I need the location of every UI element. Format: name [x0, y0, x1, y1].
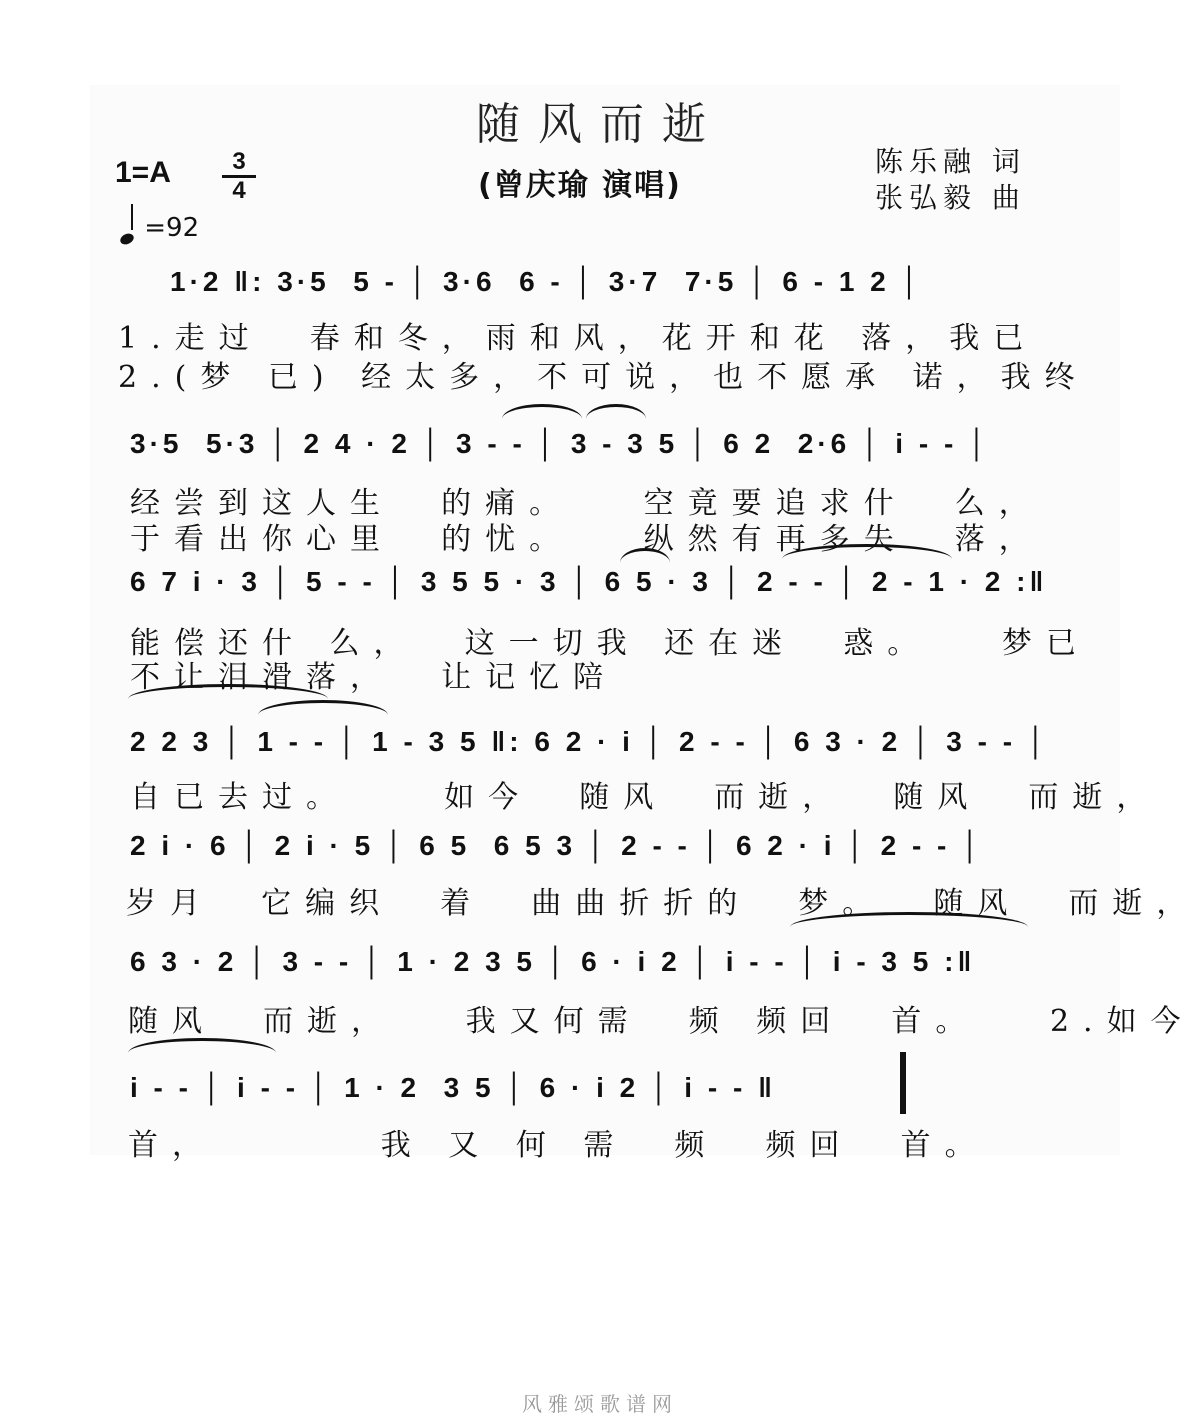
- lyric-line: 随风 而逝， 我又何需 频 频回 首。 2.如今: [128, 1004, 1195, 1039]
- time-sig-top: 3: [232, 148, 246, 175]
- lyric-line: 能偿还什 么， 这一切我 还在迷 惑。 梦已: [130, 626, 1090, 661]
- lyric-line: 经尝到这人生 的痛。 空竟要追求什 么，: [130, 486, 1043, 521]
- notation-line: 6 3 · 2 │ 3 - - │ 1 · 2 3 5 │ 6 · i 2 │ i - - │ i - 3 5 :‖: [130, 946, 976, 977]
- watermark-footer: 风雅颂歌谱网: [522, 1392, 678, 1416]
- time-signature: [222, 150, 256, 203]
- tempo-mark: [120, 210, 199, 243]
- notation-line: i - - │ i - - │ 1 · 2 3 5 │ 6 · i 2 │ i - - ‖: [130, 1072, 776, 1103]
- lyric-line: 首， 我 又 何 需 频 频回 首。: [128, 1128, 989, 1163]
- notation-line: 1·2 ‖: 3·5 5 - │ 3·6 6 - │ 3·7 7·5 │ 6 - 1 2 │: [170, 266, 924, 297]
- notation-line: 2 2 3 │ 1 - - │ 1 - 3 5 ‖: 6 2 · i │ 2 - - │ 6 3 · 2 │ 3 - - │: [130, 726, 1050, 757]
- performer: (曾庆瑜 演唱): [478, 168, 682, 203]
- time-sig-bottom: 4: [232, 177, 246, 204]
- final-barline: [900, 1052, 906, 1114]
- lyric-line: 2.(梦 已) 经太多，不可说，也不愿承 诺，我终: [118, 360, 1089, 395]
- key-signature: 1=A: [115, 156, 171, 189]
- composer: 张弘毅 曲: [875, 181, 1026, 214]
- note-stem: [131, 204, 133, 230]
- tempo-value: =92: [144, 213, 200, 243]
- lyric-line: 于看出你心里 的忧。 纵然有再多失 落，: [130, 522, 1043, 557]
- notation-line: 6 7 i · 3 │ 5 - - │ 3 5 5 · 3 │ 6 5 · 3 │ 2 - - │ 2 - 1 · 2 :‖: [130, 566, 1048, 597]
- lyric-line: 自已去过。 如今 随风 而逝， 随风 而逝，: [130, 780, 1161, 815]
- lyric-line: 岁月 它编织 着 曲曲折折的 梦。 随风 而逝，: [126, 886, 1200, 921]
- notation-line: 2 i · 6 │ 2 i · 5 │ 6 5 6 5 3 │ 2 - - │ 6 2 · i │ 2 - - │: [130, 830, 984, 861]
- lyricist: 陈乐融 词: [875, 145, 1026, 178]
- notation-line: 3·5 5·3 │ 2 4 · 2 │ 3 - - │ 3 - 3 5 │ 6 2 2·6 │ i - - │: [130, 428, 991, 459]
- lyric-line: 1.走过 春和冬，雨和风，花开和花 落，我已: [118, 321, 1038, 356]
- song-title: 随风而逝: [476, 99, 724, 150]
- lyric-line: 不让泪滑落， 让记忆陪: [130, 660, 618, 695]
